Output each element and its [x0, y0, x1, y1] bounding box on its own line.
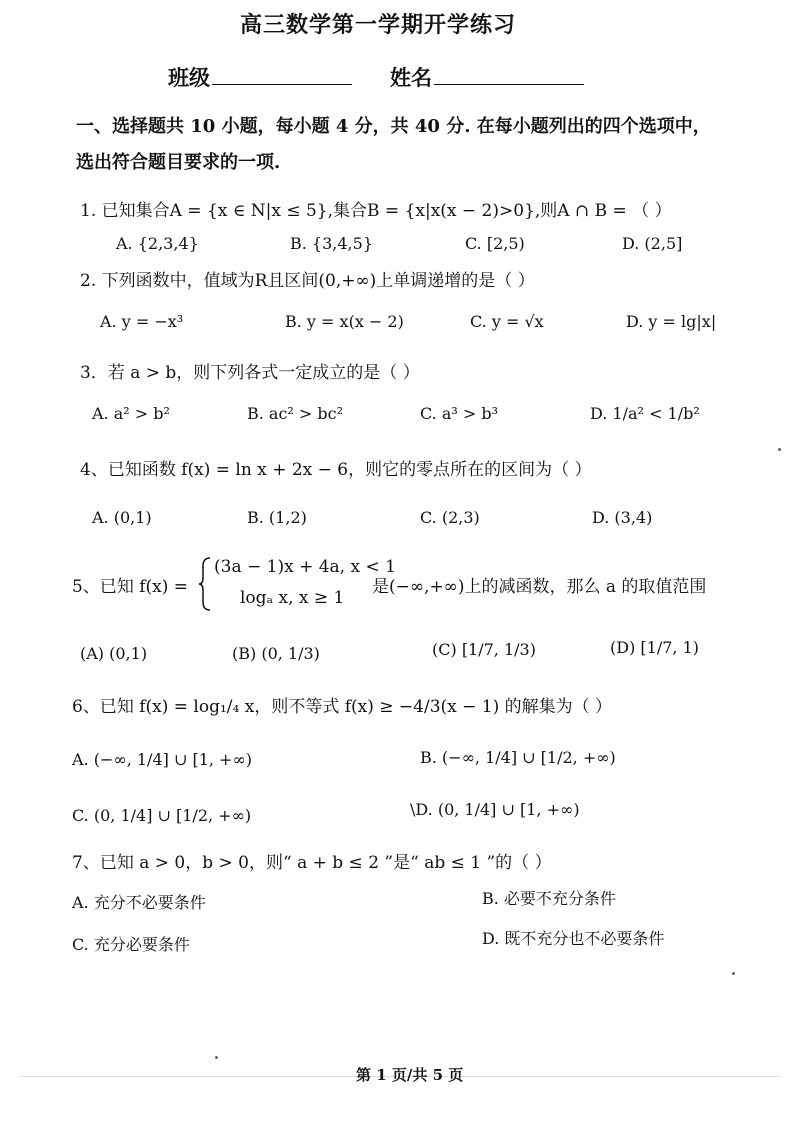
question-7-stem: 7、已知 a > 0，b > 0，则“ a + b ≤ 2 ”是“ ab ≤ 1 ”的（ ）	[72, 853, 552, 873]
question-5-option-b[interactable]: (B) (0, 1/3)	[232, 644, 320, 663]
question-1-option-b[interactable]: B. {3,4,5}	[290, 234, 373, 253]
question-4-option-b[interactable]: B. (1,2)	[247, 508, 307, 527]
question-5-brace	[198, 556, 212, 612]
question-1-stem: 1. 已知集合A = {x ∈ N|x ≤ 5},集合B = {x|x(x − 2)>0},则A ∩ B = （ ）	[80, 201, 672, 221]
question-7-option-d[interactable]: D. 既不充分也不必要条件	[482, 929, 665, 948]
class-label: 班级	[168, 65, 210, 90]
question-1-option-a[interactable]: A. {2,3,4}	[116, 234, 199, 253]
question-1-option-d[interactable]: D. (2,5]	[622, 234, 683, 253]
question-4-option-c[interactable]: C. (2,3)	[420, 508, 480, 527]
question-1-option-c[interactable]: C. [2,5)	[465, 234, 525, 253]
question-3-stem: 3．若 a > b，则下列各式一定成立的是（ ）	[80, 363, 420, 383]
question-5-case-2: logₐ x, x ≥ 1	[240, 588, 345, 608]
question-4-option-a[interactable]: A. (0,1)	[92, 508, 152, 527]
question-5-stem-suffix: 是(−∞,+∞)上的减函数，那么 a 的取值范围	[372, 577, 707, 597]
question-6-option-d[interactable]: \D. (0, 1/4] ∪ [1, +∞)	[410, 800, 580, 819]
class-field[interactable]	[168, 62, 352, 92]
question-5-stem-prefix: 5、已知 f(x) =	[72, 577, 189, 597]
scan-speck	[215, 1056, 218, 1059]
question-2-option-b[interactable]: B. y = x(x − 2)	[285, 312, 404, 331]
question-5-case-1: (3a − 1)x + 4a, x < 1	[214, 557, 396, 577]
question-6-option-b[interactable]: B. (−∞, 1/4] ∪ [1/2, +∞)	[420, 748, 616, 767]
question-5-option-d[interactable]: (D) [1/7, 1)	[610, 638, 699, 657]
question-3-option-c[interactable]: C. a³ > b³	[420, 404, 499, 423]
question-7-option-c[interactable]: C. 充分必要条件	[72, 935, 190, 954]
question-2-option-c[interactable]: C. y = √x	[470, 312, 544, 331]
page-number: 第 1 页/共 5 页	[356, 1066, 464, 1084]
section-heading-line2: 选出符合题目要求的一项.	[76, 152, 281, 173]
page-title: 高三数学第一学期开学练习	[240, 12, 517, 38]
question-7-option-a[interactable]: A. 充分不必要条件	[72, 893, 206, 912]
name-label: 姓名	[390, 65, 432, 90]
question-4-stem: 4、已知函数 f(x) = ln x + 2x − 6，则它的零点所在的区间为（ ）	[80, 460, 592, 480]
class-blank[interactable]	[212, 84, 352, 85]
question-6-option-c[interactable]: C. (0, 1/4] ∪ [1/2, +∞)	[72, 806, 252, 825]
question-4-option-d[interactable]: D. (3,4)	[592, 508, 653, 527]
question-6-stem: 6、已知 f(x) = log₁/₄ x，则不等式 f(x) ≥ −4/3(x − 1) 的解集为（ ）	[72, 697, 613, 717]
name-blank[interactable]	[434, 84, 584, 85]
scan-speck	[732, 972, 735, 975]
question-2-option-d[interactable]: D. y = lg|x|	[626, 312, 717, 331]
question-5-option-a[interactable]: (A) (0,1)	[80, 644, 148, 663]
question-3-option-b[interactable]: B. ac² > bc²	[247, 404, 344, 423]
section-heading-line1: 一、选择题共 10 小题，每小题 4 分，共 40 分. 在每小题列出的四个选项中，	[76, 116, 711, 137]
name-field[interactable]	[390, 62, 584, 92]
question-2-stem: 2. 下列函数中，值域为R且区间(0,+∞)上单调递增的是（ ）	[80, 271, 535, 291]
question-2-option-a[interactable]: A. y = −x³	[100, 312, 184, 331]
question-6-option-a[interactable]: A. (−∞, 1/4] ∪ [1, +∞)	[72, 750, 253, 769]
question-7-option-b[interactable]: B. 必要不充分条件	[482, 889, 616, 908]
scan-speck	[778, 448, 781, 451]
question-3-option-a[interactable]: A. a² > b²	[92, 404, 170, 423]
question-5-option-c[interactable]: (C) [1/7, 1/3)	[432, 640, 536, 659]
question-3-option-d[interactable]: D. 1/a² < 1/b²	[590, 404, 700, 423]
